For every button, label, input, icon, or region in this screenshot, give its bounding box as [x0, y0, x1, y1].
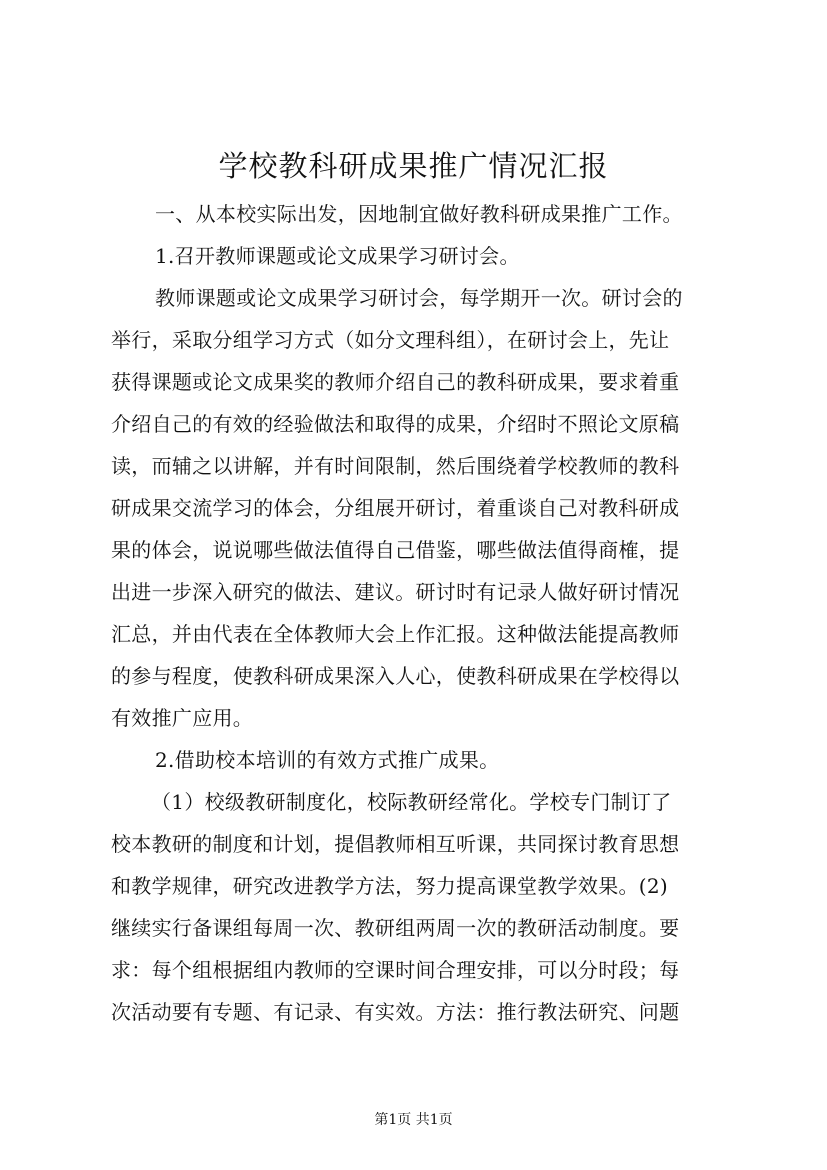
- paragraph-line: 的参与程度，使教科研成果深入人心，使教科研成果在学校得以: [111, 664, 680, 688]
- paragraph-line: 举行，采取分组学习方式（如分文理科组），在研讨会上，先让: [111, 328, 670, 352]
- paragraph-line: 继续实行备课组每周一次、教研组两周一次的教研活动制度。要: [111, 916, 680, 940]
- document-body: [111, 193, 725, 1033]
- document-title: 学校教科研成果推广情况汇报: [218, 149, 609, 183]
- paragraph-line: 读，而辅之以讲解，并有时间限制，然后围绕着学校教师的教科: [111, 454, 680, 478]
- paragraph-line: 果的体会，说说哪些做法值得自己借鉴，哪些做法值得商榷，提: [111, 538, 680, 562]
- paragraph-line: 有效推广应用。: [111, 706, 254, 730]
- paragraph-line: 介绍自己的有效的经验做法和取得的成果，介绍时不照论文原稿: [111, 412, 680, 436]
- subheading-2: 2.借助校本培训的有效方式推广成果。: [155, 748, 500, 772]
- page-footer: 第1页 共1页: [374, 1112, 453, 1128]
- paragraph-line: 出进一步深入研究的做法、建议。研讨时有记录人做好研讨情况: [111, 580, 680, 604]
- subheading-1: 1.召开教师课题或论文成果学习研讨会。: [155, 244, 520, 268]
- paragraph-line: （1）校级教研制度化，校际教研经常化。学校专门制订了: [151, 790, 672, 814]
- paragraph-line: 获得课题或论文成果奖的教师介绍自己的教科研成果，要求着重: [111, 370, 680, 394]
- paragraph-line: 汇总，并由代表在全体教师大会上作汇报。这种做法能提高教师: [111, 622, 680, 646]
- paragraph-line: 和教学规律，研究改进教学方法，努力提高课堂教学效果。(2): [111, 874, 669, 898]
- paragraph-line: 校本教研的制度和计划，提倡教师相互听课，共同探讨教育思想: [111, 832, 680, 856]
- paragraph-line: 求：每个组根据组内教师的空课时间合理安排，可以分时段；每: [111, 958, 680, 982]
- paragraph-line: 次活动要有专题、有记录、有实效。方法：推行教法研究、问题: [111, 1000, 680, 1024]
- section-heading-1: 一、从本校实际出发，因地制宜做好教科研成果推广工作。: [155, 202, 683, 226]
- paragraph-line: 教师课题或论文成果学习研讨会，每学期开一次。研讨会的: [155, 286, 683, 310]
- paragraph-line: 研成果交流学习的体会，分组展开研讨，着重谈自己对教科研成: [111, 496, 680, 520]
